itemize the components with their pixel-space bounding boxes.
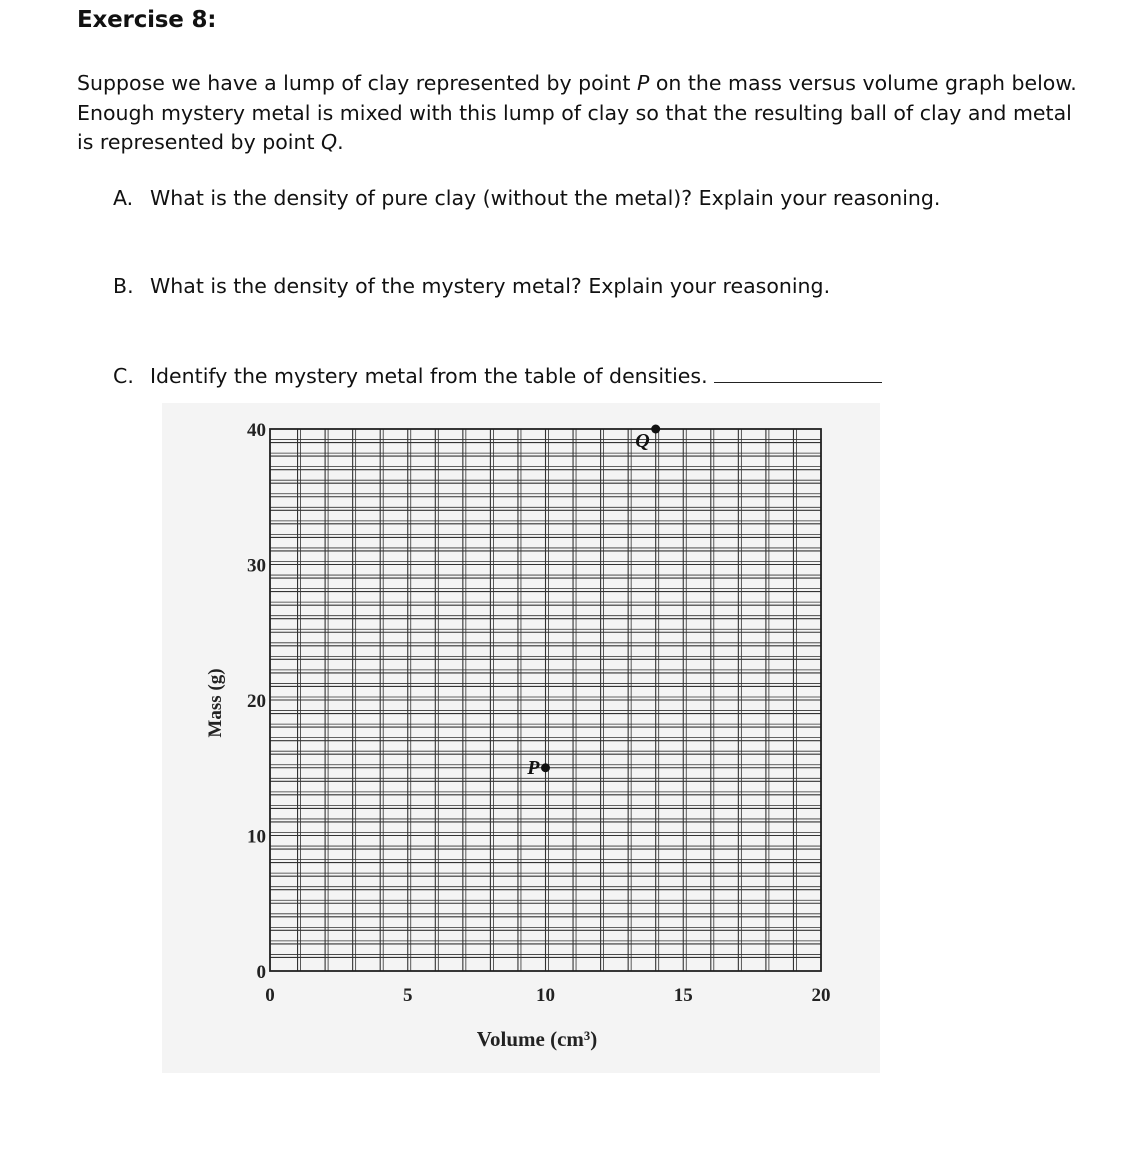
y-tick-label: 20 <box>247 691 266 712</box>
data-point-label-q: Q <box>635 430 650 452</box>
x-tick-label: 0 <box>265 985 275 1006</box>
data-point-label-p: P <box>527 756 540 779</box>
question-b-text: What is the density of the mystery metal? Explain your reasoning. <box>150 274 831 298</box>
question-a-letter: A. <box>113 186 134 210</box>
intro-text-2: on the mass versus volume graph below. Enough mystery metal is mixed with this lump of clay so that the resulting ball of clay and metal is represented by point <box>77 71 1077 154</box>
x-tick-label: 15 <box>673 985 693 1006</box>
y-tick-label: 10 <box>247 826 266 848</box>
y-tick-label: 0 <box>256 962 266 983</box>
intro-text-1: Suppose we have a lump of clay represented by point <box>77 71 637 95</box>
question-c-letter: C. <box>113 364 134 388</box>
intro-point-q: Q <box>321 130 338 154</box>
intro-point-p: P <box>636 71 650 95</box>
y-axis-label: Mass (g) <box>205 668 226 738</box>
question-b-letter: B. <box>113 274 134 298</box>
x-tick-label: 5 <box>403 985 413 1006</box>
grid <box>270 429 821 971</box>
intro-text-3: . <box>337 130 344 154</box>
y-tick-label: 30 <box>247 555 266 577</box>
y-tick-label: 40 <box>247 420 266 441</box>
x-axis-label: Volume (cm³) <box>476 1027 598 1051</box>
data-points <box>526 425 660 779</box>
data-point-p <box>541 763 550 772</box>
exercise-title: Exercise 8: <box>77 7 217 33</box>
x-tick-label: 10 <box>536 985 555 1006</box>
question-c-text: Identify the mystery metal from the table of densities. <box>150 364 708 388</box>
question-a-text: What is the density of pure clay (without the metal)? Explain your reasoning. <box>150 186 941 210</box>
x-tick-label: 20 <box>811 985 831 1006</box>
data-point-q <box>651 425 660 434</box>
